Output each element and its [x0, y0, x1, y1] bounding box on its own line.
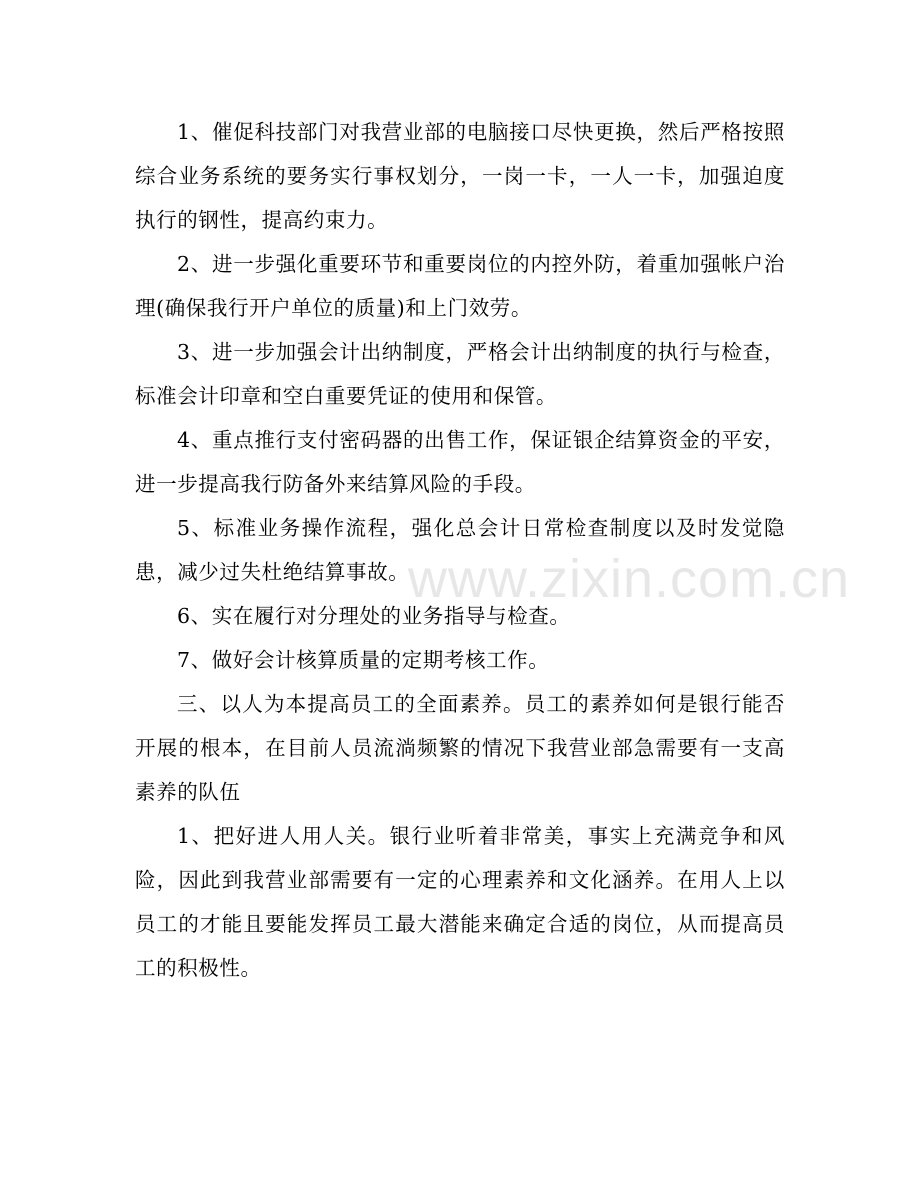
paragraph-3: 3、进一步加强会计出纳制度，严格会计出纳制度的执行与检查，标准会计印章和空白重要凭证的使用和保管。 — [135, 340, 785, 408]
paragraph-hiring: 1、把好进人用人关。银行业听着非常美，事实上充满竞争和风险，因此到我营业部需要有一定的心理素养和文化涵养。在用人上以员工的才能且要能发挥员工最大潜能来确定合适的岗位，从而提高员工的积极性。 — [135, 824, 785, 980]
paragraph-1: 1、催促科技部门对我营业部的电脑接口尽快更换，然后严格按照综合业务系统的要务实行事权划分，一岗一卡，一人一卡，加强迫度执行的钢性，提高约束力。 — [135, 120, 785, 232]
document-body — [135, 110, 785, 990]
paragraph-6: 6、实在履行对分理处的业务指导与检查。 — [177, 604, 571, 628]
paragraph-2: 2、进一步强化重要环节和重要岗位的内控外防，着重加强帐户治理(确保我行开户单位的质量)和上门效劳。 — [135, 252, 785, 320]
paragraph-5: 5、标准业务操作流程，强化总会计日常检查制度以及时发觉隐患，减少过失杜绝结算事故。 — [135, 516, 785, 584]
paragraph-4: 4、重点推行支付密码器的出售工作，保证银企结算资金的平安，进一步提高我行防备外来结算风险的手段。 — [135, 428, 785, 496]
paragraph-section-three: 三、以人为本提高员工的全面素养。员工的素养如何是银行能否开展的根本，在目前人员流淌频繁的情况下我营业部急需要有一支高素养的队伍 — [135, 692, 785, 804]
paragraph-7: 7、做好会计核算质量的定期考核工作。 — [177, 648, 550, 672]
watermark: www.zixin.com.cn — [408, 549, 851, 609]
